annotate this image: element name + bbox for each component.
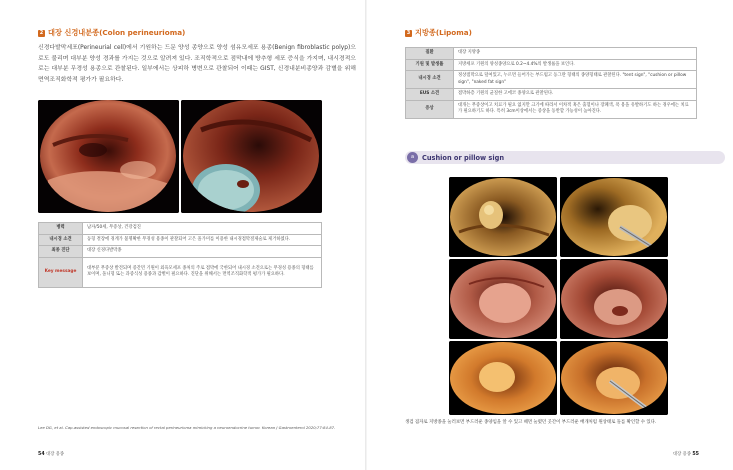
key-message-header: Key message	[39, 257, 83, 287]
page-footer-left	[38, 451, 64, 457]
running-footer: 대장 용종	[46, 452, 65, 457]
table-cell: 동형 결장에 경계가 불명확한 무경성 용종이 관찰되어 고은 올가미를 이용한 내시경점막절제술로 제거하였다.	[83, 234, 322, 246]
page-footer-right	[673, 451, 699, 457]
table-header-cell: 최종 진단	[39, 246, 83, 258]
page-number: 54	[38, 452, 45, 457]
table-header-cell: EUS 소견	[406, 89, 454, 101]
table-row	[406, 59, 697, 71]
left-page	[0, 0, 366, 470]
table-cell: 대장 신경다발막종	[83, 246, 322, 258]
table-header-cell: 질환	[406, 48, 454, 60]
lipoma-image-3-graphic	[449, 259, 557, 339]
table-header-cell: 병력	[39, 223, 83, 235]
section-number-badge: 2	[39, 29, 44, 36]
table-cell: 대개는 무증상이고 치료가 필요 없지만 크기에 따라서 이차적 혹은 출혈이나 장폐색, 폭 용을 유발하기도 하는 경우에는 치료가 필요하기도 하다. 특히 3cm이상에서는 증상을 동반할 가능성이 높아진다.	[454, 100, 697, 118]
lipoma-image-1-graphic	[449, 177, 557, 257]
table-header-cell: 내시경 소견	[39, 234, 83, 246]
table-row	[39, 234, 322, 246]
lipoma-image-5	[449, 341, 557, 415]
table-cell: 지방세포 기원의 양성종양으로 0.2~4.4%의 발생률을 보인다.	[454, 59, 697, 71]
section-title-perineurioma	[38, 28, 185, 38]
endoscopy-image-1-graphic	[38, 100, 179, 213]
lipoma-image-3	[449, 259, 557, 339]
subsection-title: Cushion or pillow sign	[422, 153, 505, 162]
table-header-cell: 증상	[406, 100, 454, 118]
lipoma-image-6-graphic	[560, 341, 668, 415]
table-header-cell: 기원 및 발생률	[406, 59, 454, 71]
table-row	[39, 257, 322, 287]
table-row	[406, 71, 697, 89]
lipoma-image-4	[560, 259, 668, 339]
section-title-text: 대장 신경내분종(Colon perineurioma)	[48, 28, 186, 37]
endoscopy-image-1	[38, 100, 179, 213]
table-cell: 정상점막으로 덮여있고, 누르면 들어가는 부드럽고 동그란 형태의 종양형태로 관찰된다. "tent sign", "cushion or pillow sign", "naked fat sign"	[454, 71, 697, 89]
table-row	[406, 89, 697, 101]
lipoma-image-4-graphic	[560, 259, 668, 339]
table-row	[406, 48, 697, 60]
table-header-cell: 내시경 소견	[406, 71, 454, 89]
table-cell: 점막하층 기원의 균질한 고에코 종양으로 관찰된다.	[454, 89, 697, 101]
page-number: 55	[692, 452, 700, 457]
table-row	[406, 100, 697, 118]
perineurioma-description: 신경다발막세포(Perineurial cell)에서 기원하는 드문 양성 종양으로 양성 섬유모세포 용종(Benign fibroblastic polyp)으로도 불리며 대부분 양성 경과를 가지는 것으로 알려져 있다. 조직학적으로 점막내에 방추형 세포 증식을 가지며, 내시경적으로는 대부분 무경성 용종으로 관찰된다. 일부에서는 상피하 병변으로 관찰되어 이때는 GIST, 신경내분비종양과 감별을 위해 면역조직화학적 평가가 필요하다.	[38, 45, 356, 83]
lipoma-image-6	[560, 341, 668, 415]
subsection-cushion-sign-header	[405, 151, 725, 164]
figure-caption: 생검 겸자로 지방종을 눌러보면 부드러운 종양임을 알 수 있고 떼면 눌렸던 곳간이 부드러운 배개처럼 원상태로 돌를 확인할 수 있다.	[405, 420, 657, 425]
section-number-badge: 3	[406, 29, 411, 36]
table-cell: 남자/50세, 무증상, 건강검진	[83, 223, 322, 235]
right-page	[367, 0, 733, 470]
lipoma-summary-table	[405, 47, 697, 119]
subsection-badge: a	[407, 152, 418, 163]
endoscopy-image-2	[181, 100, 322, 213]
table-row	[39, 223, 322, 235]
reference-citation: Lee DG, et al. Cap-assisted endoscopic mucosal resection of rectal perineurioma mimicking a neuroendocrine tumor. Korean J Gastroenterol 2020;77:84-87.	[38, 425, 336, 430]
table-cell: 대부분 무증상 발견되며 증간먼 기원이 외육모세포 종처의 주로 점막에 국한되어 내시경 소견으로는 무경성 용종의 형태를 보이며, 돌니형 또는 과증식성 용종과 감별이 필요하다. 진단을 위해서는 면역조직화학적 평가가 필요하다.	[83, 257, 322, 287]
table-cell: 대장 지방종	[454, 48, 697, 60]
running-footer: 대장 용종	[673, 452, 691, 457]
lipoma-image-1	[449, 177, 557, 257]
lipoma-image-2-graphic	[560, 177, 668, 257]
table-row	[39, 246, 322, 258]
lipoma-image-2	[560, 177, 668, 257]
endoscopy-image-2-graphic	[181, 100, 322, 213]
section-title-text: 지방종(Lipoma)	[415, 28, 472, 37]
perineurioma-summary-table	[38, 222, 322, 288]
section-title-lipoma	[405, 28, 472, 38]
lipoma-image-5-graphic	[449, 341, 557, 415]
